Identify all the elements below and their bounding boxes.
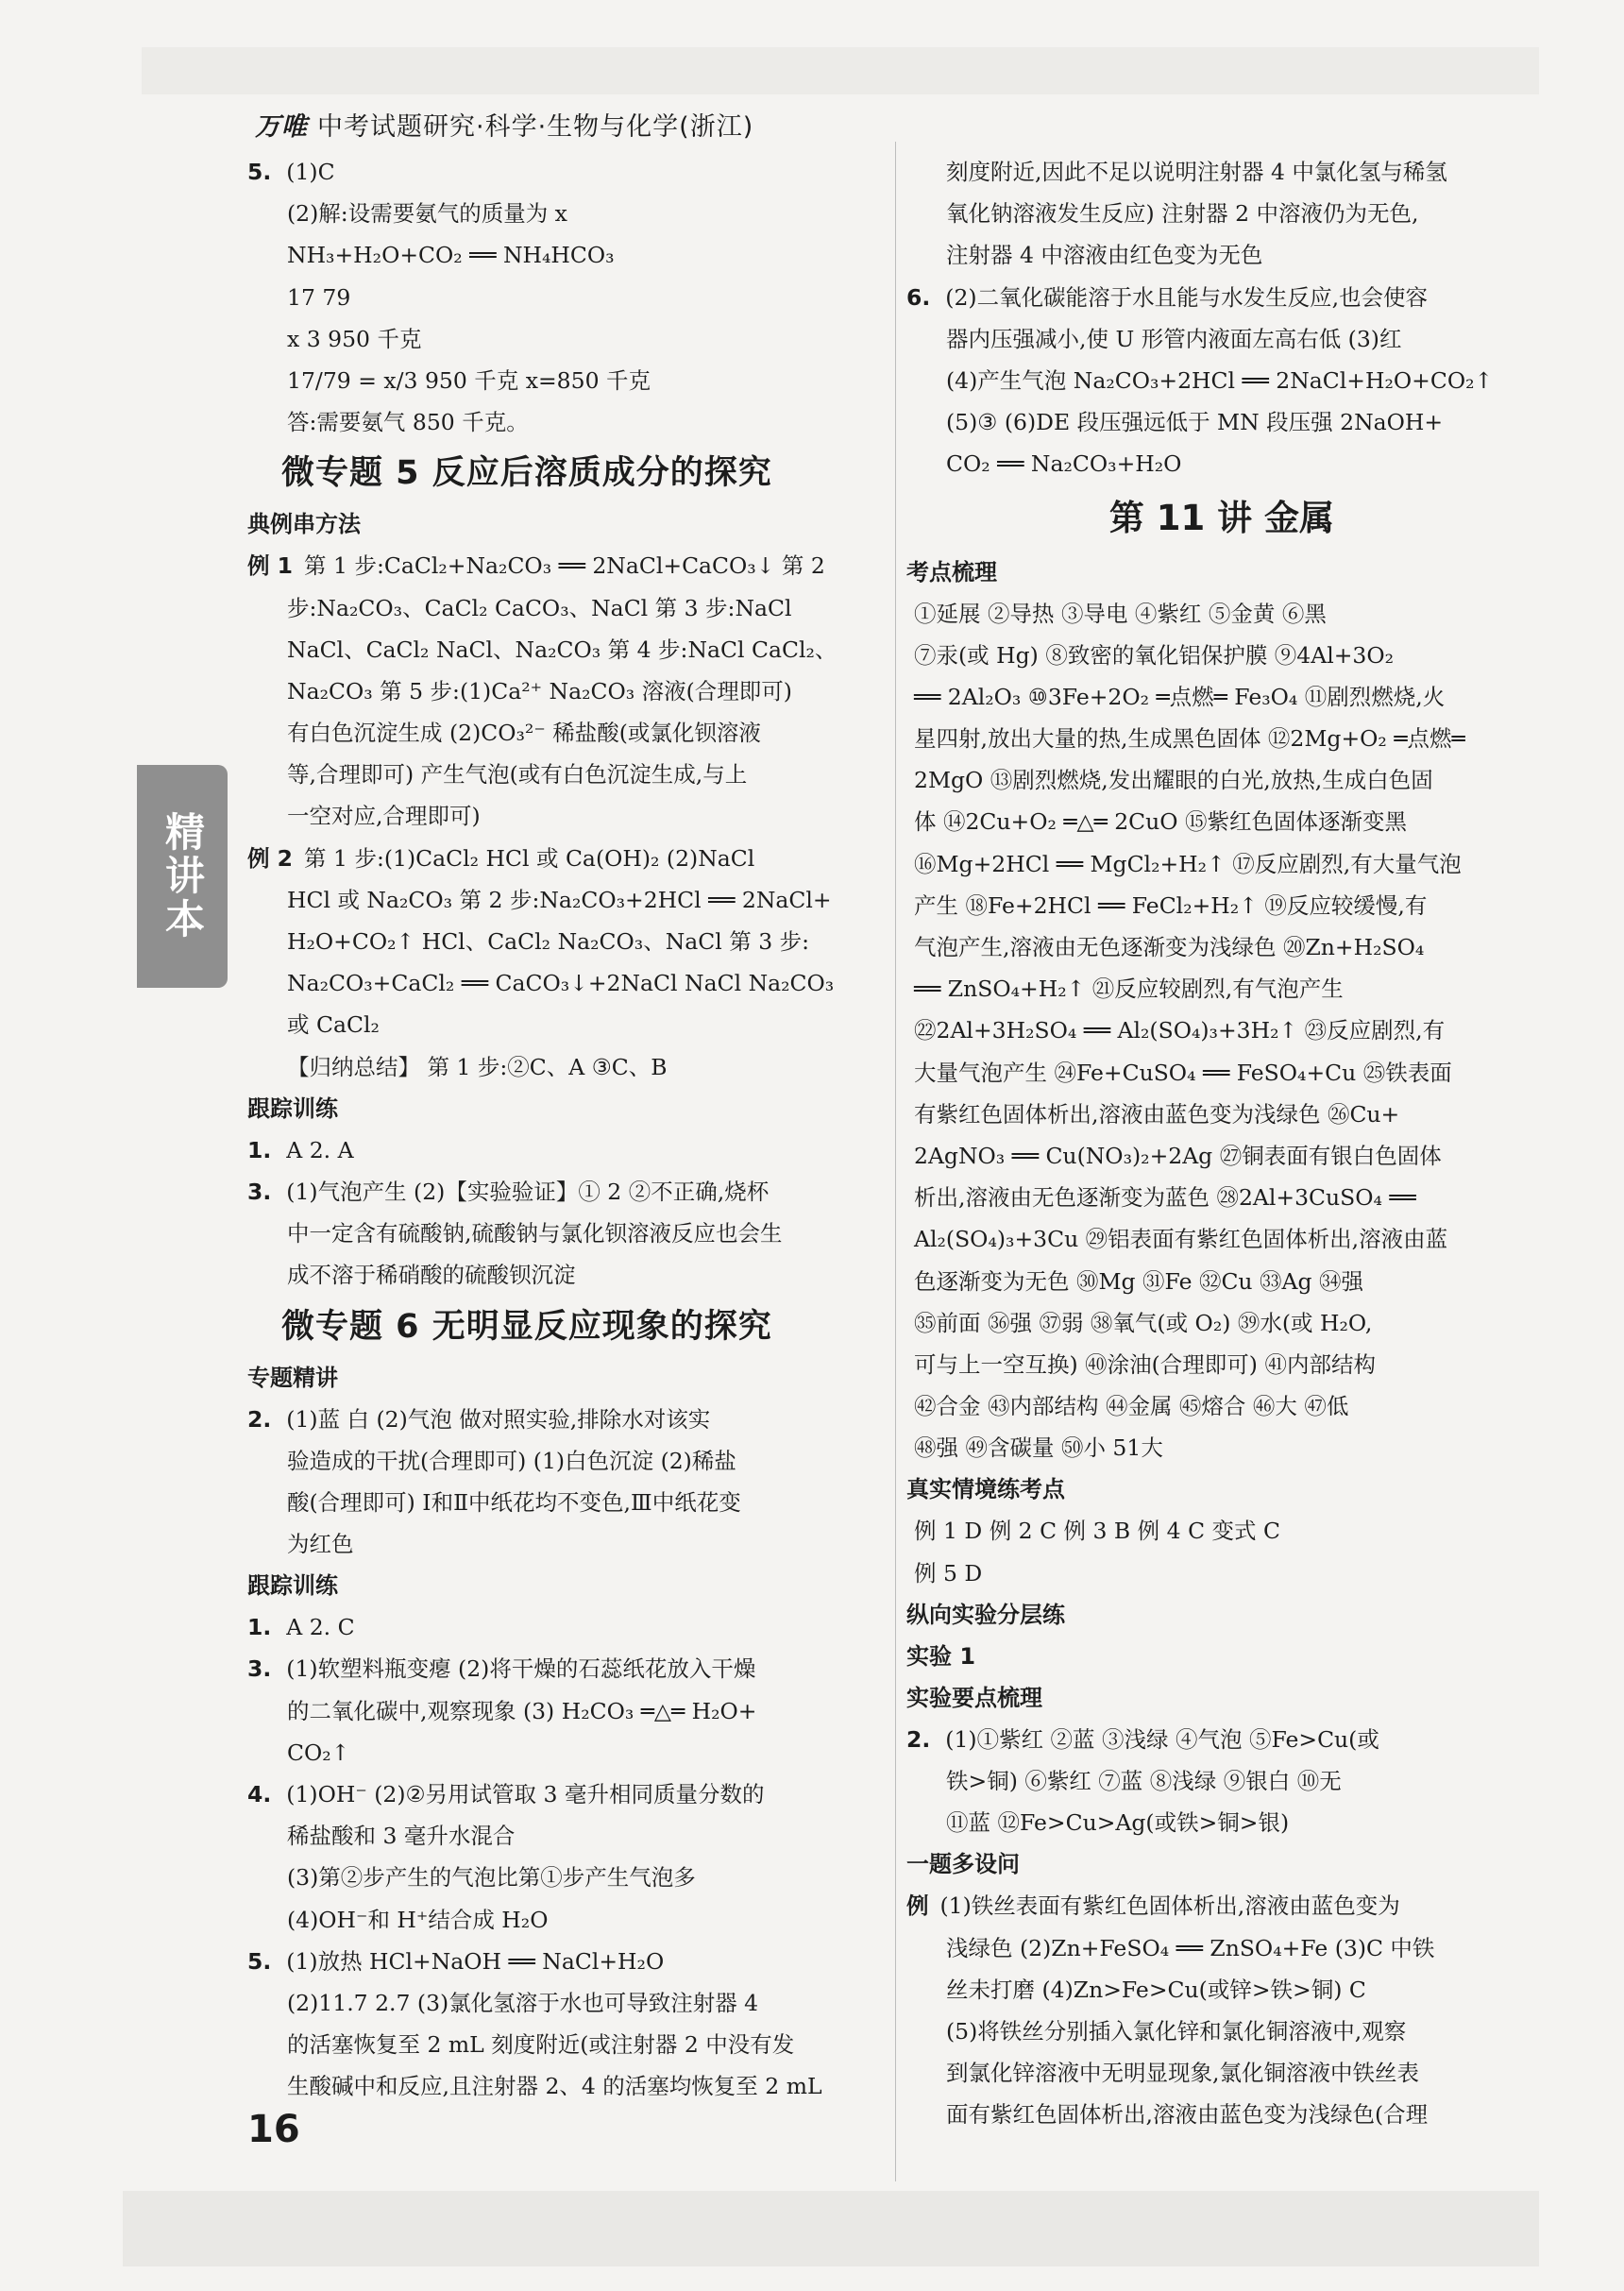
line-text: 有紫红色固体析出,溶液由蓝色变为浅绿色 ㉖Cu+ <box>914 1100 1400 1128</box>
line-text: ㊷合金 ㊸内部结构 ㊹金属 ㊺熔合 ㊻大 ㊼低 <box>914 1393 1349 1420</box>
line-text: (5)将铁丝分别插入氯化锌和氯化铜溶液中,观察 <box>946 2017 1407 2045</box>
line-text: ㉟前面 ㊱强 ㊲弱 ㊳氧气(或 O₂) ㊴水(或 H₂O, <box>914 1309 1373 1336</box>
answer-line <box>247 1046 891 1088</box>
answer-line <box>906 759 1537 801</box>
line-text: (4)OH⁻和 H⁺结合成 H₂O <box>287 1906 549 1933</box>
line-text: H₂O+CO₂↑ HCl、CaCl₂ Na₂CO₃、NaCl 第 3 步: <box>287 928 810 955</box>
answer-line <box>906 1218 1537 1260</box>
answer-line <box>906 1177 1537 1218</box>
line-text: ㉒2Al+3H₂SO₄ ══ Al₂(SO₄)₃+3H₂↑ ㉓反应剧烈,有 <box>914 1017 1446 1044</box>
section-heading: 考点梳理 <box>906 558 997 585</box>
answer-line <box>906 718 1537 759</box>
section-title: 微专题 5 反应后溶质成分的探究 <box>281 454 772 493</box>
answer-line <box>906 968 1537 1010</box>
answer-line <box>247 587 891 629</box>
answer-line <box>247 670 891 712</box>
line-text: 产生 ⑱Fe+2HCl ══ FeCl₂+H₂↑ ⑲反应较缓慢,有 <box>914 891 1428 919</box>
line-text: 中一定含有硫酸钠,硫酸钠与氯化钡溶液反应也会生 <box>287 1220 783 1247</box>
answer-line <box>906 151 1537 193</box>
line-text: (2)11.7 2.7 (3)氯化氢溶于水也可导致注射器 4 <box>287 1989 759 2016</box>
answer-line <box>906 1344 1537 1385</box>
answer-line <box>906 676 1537 718</box>
line-text: 一空对应,合理即可) <box>287 803 481 830</box>
line-text: ⑪蓝 ⑫Fe>Cu>Ag(或铁>铜>银) <box>946 1809 1290 1837</box>
line-text: Al₂(SO₄)₃+3Cu ㉙铝表面有紫红色固体析出,溶液由蓝 <box>914 1226 1448 1253</box>
line-text: ⑦汞(或 Hg) ⑧致密的氧化铝保护膜 ⑨4Al+3O₂ <box>914 641 1395 669</box>
line-text: Na₂CO₃ 第 5 步:(1)Ca²⁺ Na₂CO₃ 溶液(合理即可) <box>287 677 792 704</box>
line-text: 器内压强减小,使 U 形管内液面左高右低 (3)红 <box>946 325 1402 352</box>
brand-logo: 万唯 <box>255 112 308 142</box>
line-text: 刻度附近,因此不足以说明注射器 4 中氯化氢与稀氢 <box>946 159 1447 185</box>
line-text: ══ ZnSO₄+H₂↑ ㉑反应较剧烈,有气泡产生 <box>914 976 1344 1003</box>
line-text: 铁>铜) ⑥紫红 ⑦蓝 ⑧浅绿 ⑨银白 ⑩无 <box>946 1768 1342 1794</box>
answer-line <box>247 1171 891 1213</box>
line-text: 有白色沉淀生成 (2)CO₃²⁻ 稀盐酸(或氯化钡溶液 <box>287 720 761 747</box>
line-text: 成不溶于稀硝酸的硫酸钡沉淀 <box>287 1262 576 1289</box>
answer-line <box>247 1857 891 1898</box>
question-number: 6. <box>906 283 931 311</box>
answer-line <box>906 1052 1537 1094</box>
scan-bottom-band <box>123 2191 1539 2266</box>
answer-line <box>906 926 1537 968</box>
answer-line <box>247 838 891 879</box>
line-text: NH₃+H₂O+CO₂ ══ NH₄HCO₃ <box>287 242 615 269</box>
answer-line <box>247 629 891 670</box>
line-text: 气泡产生,溶液由无色逐渐变为浅绿色 ⑳Zn+H₂SO₄ <box>914 934 1425 960</box>
section-heading: 实验 1 <box>906 1642 976 1670</box>
line-text: 验造成的干扰(合理即可) (1)白色沉淀 (2)稀盐 <box>287 1447 736 1474</box>
answer-line <box>906 1510 1537 1552</box>
answer-line <box>906 1719 1537 1760</box>
line-text: 第 1 步:CaCl₂+Na₂CO₃ ══ 2NaCl+CaCO₃↓ 第 2 <box>304 552 825 580</box>
answer-line <box>247 193 891 234</box>
answer-line <box>247 1399 891 1440</box>
line-text: (2)解:设需要氨气的质量为 x <box>287 200 567 228</box>
line-text: 注射器 4 中溶液由红色变为无色 <box>946 242 1263 269</box>
answer-line <box>906 1302 1537 1344</box>
line-text: 2MgO ⑬剧烈燃烧,发出耀眼的白光,放热,生成白色固 <box>914 767 1433 794</box>
line-text: HCl 或 Na₂CO₃ 第 2 步:Na₂CO₃+2HCl ══ 2NaCl+ <box>287 886 832 913</box>
line-text: 的活塞恢复至 2 mL 刻度附近(或注射器 2 中没有发 <box>287 2031 795 2059</box>
line-text: NaCl、CaCl₂ NaCl、Na₂CO₃ 第 4 步:NaCl CaCl₂、 <box>287 636 837 663</box>
line-text: 析出,溶液由无色逐渐变为蓝色 ㉘2Al+3CuSO₄ ══ <box>914 1184 1416 1212</box>
question-number: 1. <box>247 1136 272 1163</box>
answer-line <box>247 1982 891 2024</box>
line-text: (1)气泡产生 (2)【实验验证】① 2 ②不正确,烧杯 <box>286 1178 770 1205</box>
line-text: (1)软塑料瓶变瘪 (2)将干燥的石蕊纸花放入干燥 <box>286 1655 756 1683</box>
answer-line <box>247 1129 891 1171</box>
answer-line <box>906 2011 1537 2052</box>
answer-line <box>247 921 891 962</box>
line-text: 或 CaCl₂ <box>287 1011 380 1039</box>
section-title: 微专题 6 无明显反应现象的探究 <box>281 1307 772 1346</box>
line-text: Na₂CO₃+CaCl₂ ══ CaCO₃↓+2NaCl NaCl Na₂CO₃ <box>287 970 835 997</box>
answer-line <box>906 1553 1537 1594</box>
lecture-title: 第 11 讲 金属 <box>1108 497 1335 538</box>
line-text: (5)③ (6)DE 段压强远低于 MN 段压强 2NaOH+ <box>946 409 1444 436</box>
answer-line <box>906 1094 1537 1135</box>
line-text: A 2. C <box>286 1614 355 1641</box>
line-text: ①延展 ②导热 ③导电 ④紫红 ⑤金黄 ⑥黑 <box>914 600 1327 627</box>
line-text: (1)C <box>286 159 335 185</box>
answer-line <box>247 2065 891 2107</box>
section-heading: 纵向实验分层练 <box>906 1601 1065 1628</box>
question-number: 4. <box>247 1781 272 1807</box>
answer-line <box>247 754 891 795</box>
line-text: ══ 2Al₂O₃ ⑩3Fe+2O₂ ═点燃═ Fe₃O₄ ⑪剧烈燃烧,火 <box>914 683 1446 710</box>
column-divider <box>895 142 896 2181</box>
answer-line <box>906 234 1537 276</box>
answer-line <box>906 401 1537 443</box>
answer-line <box>906 593 1537 635</box>
answer-line <box>247 1648 891 1689</box>
line-text: 答:需要氨气 850 千克。 <box>287 409 529 436</box>
answer-line <box>247 401 891 443</box>
line-text: 为红色 <box>287 1531 354 1558</box>
example-label: 例 <box>906 1892 929 1920</box>
answer-line <box>247 1941 891 1982</box>
question-number: 5. <box>247 159 272 185</box>
line-text: 丝未打磨 (4)Zn>Fe>Cu(或锌>铁>铜) C <box>946 1976 1366 2003</box>
line-text: 17 79 <box>287 283 351 311</box>
answer-line <box>247 1254 891 1296</box>
question-number: 2. <box>247 1405 272 1433</box>
answer-line <box>906 1885 1537 1926</box>
answer-line <box>906 885 1537 926</box>
scan-top-band <box>142 47 1539 94</box>
side-tab-label: 精讲本 <box>160 811 206 942</box>
line-text: (2)二氧化碳能溶于水且能与水发生反应,也会使容 <box>945 283 1429 311</box>
answer-line <box>906 1010 1537 1051</box>
answer-line <box>247 1690 891 1732</box>
section-heading: 实验要点梳理 <box>906 1684 1042 1711</box>
line-text: ⑯Mg+2HCl ══ MgCl₂+H₂↑ ⑰反应剧烈,有大量气泡 <box>914 850 1462 877</box>
question-number: 2. <box>906 1725 931 1753</box>
answer-line <box>247 1773 891 1815</box>
answer-line <box>247 1004 891 1045</box>
line-text: 酸(合理即可) Ⅰ和Ⅱ中纸花均不变色,Ⅲ中纸花变 <box>287 1488 741 1516</box>
page-number: 16 <box>247 2108 300 2151</box>
line-text: 到氯化锌溶液中无明显现象,氯化铜溶液中铁丝表 <box>946 2060 1419 2087</box>
answer-line <box>247 795 891 837</box>
question-number: 5. <box>247 1947 272 1975</box>
line-text: 等,合理即可) 产生气泡(或有白色沉淀生成,与上 <box>287 761 748 789</box>
line-text: (1)蓝 白 (2)气泡 做对照实验,排除水对该实 <box>286 1405 711 1433</box>
example-label: 例 2 <box>247 844 294 872</box>
line-text: (3)第②步产生的气泡比第①步产生气泡多 <box>287 1864 696 1892</box>
answer-line <box>247 2024 891 2065</box>
line-text: 生酸碱中和反应,且注射器 2、4 的活塞均恢复至 2 mL <box>287 2073 822 2100</box>
answer-line <box>906 1802 1537 1843</box>
answer-line <box>247 712 891 754</box>
running-header <box>255 106 753 143</box>
line-text: (1)铁丝表面有紫红色固体析出,溶液由蓝色变为 <box>939 1892 1400 1920</box>
line-text: x 3 950 千克 <box>287 325 422 352</box>
answer-line <box>906 2094 1537 2135</box>
section-heading: 一题多设问 <box>906 1851 1020 1878</box>
answer-line <box>247 1606 891 1648</box>
question-number: 3. <box>247 1655 272 1683</box>
line-text: ㊽强 ㊾含碳量 ㊿小 51大 <box>914 1434 1163 1462</box>
line-text: (1)①紫红 ②蓝 ③浅绿 ④气泡 ⑤Fe>Cu(或 <box>945 1725 1379 1753</box>
section-heading: 专题精讲 <box>247 1364 338 1391</box>
line-text: (1)OH⁻ (2)②另用试管取 3 毫升相同质量分数的 <box>286 1781 765 1807</box>
section-heading: 典例串方法 <box>247 511 361 538</box>
answer-line <box>247 1815 891 1857</box>
answer-line <box>247 1440 891 1482</box>
line-text: 大量气泡产生 ㉔Fe+CuSO₄ ══ FeSO₄+Cu ㉕铁表面 <box>914 1059 1452 1086</box>
line-text: 例 5 D <box>914 1559 983 1587</box>
header-title: 中考试题研究·科学·生物与化学(浙江) <box>317 112 754 142</box>
question-number: 3. <box>247 1178 272 1205</box>
line-text: 色逐渐变为无色 ㉚Mg ㉛Fe ㉜Cu ㉝Ag ㉞强 <box>914 1267 1364 1295</box>
line-text: 的二氧化碳中,观察现象 (3) H₂CO₃ ═△═ H₂O+ <box>287 1697 757 1724</box>
answer-line <box>906 635 1537 676</box>
answer-line <box>906 1427 1537 1468</box>
answer-line <box>247 151 891 193</box>
answer-line <box>906 318 1537 360</box>
answer-line <box>906 1385 1537 1427</box>
answer-line <box>906 443 1537 484</box>
answer-line <box>247 318 891 360</box>
answer-line <box>247 1732 891 1773</box>
line-text: CO₂↑ <box>287 1739 350 1766</box>
answer-line <box>906 360 1537 401</box>
line-text: 【归纳总结】 第 1 步:②C、A ③C、B <box>287 1053 668 1080</box>
answer-line <box>906 1135 1537 1177</box>
answer-line <box>247 234 891 276</box>
line-text: 浅绿色 (2)Zn+FeSO₄ ══ ZnSO₄+Fe (3)C 中铁 <box>946 1934 1435 1961</box>
right-column <box>906 151 1537 2136</box>
line-text: 星四射,放出大量的热,生成黑色固体 ⑫2Mg+O₂ ═点燃═ <box>914 725 1465 753</box>
line-text: CO₂ ══ Na₂CO₃+H₂O <box>946 450 1182 478</box>
answer-line <box>906 1760 1537 1802</box>
left-column <box>247 151 891 2108</box>
answer-line <box>906 843 1537 885</box>
answer-line <box>906 801 1537 842</box>
line-text: 2AgNO₃ ══ Cu(NO₃)₂+2Ag ㉗铜表面有银白色固体 <box>914 1142 1442 1169</box>
answer-line <box>247 1899 891 1941</box>
section-heading: 跟踪训练 <box>247 1572 338 1600</box>
answer-line <box>906 1927 1537 1969</box>
question-number: 1. <box>247 1614 272 1641</box>
answer-line <box>906 2052 1537 2094</box>
side-tab <box>137 765 228 988</box>
line-text: 步:Na₂CO₃、CaCl₂ CaCO₃、NaCl 第 3 步:NaCl <box>287 594 792 621</box>
line-text: (1)放热 HCl+NaOH ══ NaCl+H₂O <box>286 1947 665 1975</box>
answer-line <box>906 193 1537 234</box>
answer-line <box>247 1482 891 1523</box>
line-text: 第 1 步:(1)CaCl₂ HCl 或 Ca(OH)₂ (2)NaCl <box>304 844 755 872</box>
line-text: 例 1 D 例 2 C 例 3 B 例 4 C 变式 C <box>914 1518 1280 1545</box>
line-text: 17/79 = x/3 950 千克 x=850 千克 <box>287 366 651 394</box>
section-heading: 真实情境练考点 <box>906 1476 1065 1503</box>
line-text: 氧化钠溶液发生反应) 注射器 2 中溶液仍为无色, <box>946 200 1419 228</box>
answer-line <box>247 879 891 921</box>
example-label: 例 1 <box>247 552 294 580</box>
line-text: 可与上一空互换) ㊵涂油(合理即可) ㊶内部结构 <box>914 1350 1376 1378</box>
answer-line <box>247 1523 891 1565</box>
section-heading: 跟踪训练 <box>247 1095 338 1122</box>
line-text: 面有紫红色固体析出,溶液由蓝色变为浅绿色(合理 <box>946 2101 1429 2129</box>
answer-line <box>906 1969 1537 2011</box>
answer-line <box>247 360 891 401</box>
line-text: (4)产生气泡 Na₂CO₃+2HCl ══ 2NaCl+H₂O+CO₂↑ <box>946 366 1494 394</box>
answer-line <box>247 277 891 318</box>
line-text: 稀盐酸和 3 毫升水混合 <box>287 1823 516 1850</box>
answer-line <box>906 277 1537 318</box>
answer-line <box>247 1213 891 1254</box>
answer-line <box>906 1261 1537 1302</box>
line-text: 体 ⑭2Cu+O₂ ═△═ 2CuO ⑮紫红色固体逐渐变黑 <box>914 808 1408 836</box>
answer-line <box>247 545 891 586</box>
answer-line <box>247 962 891 1004</box>
line-text: A 2. A <box>286 1136 354 1163</box>
